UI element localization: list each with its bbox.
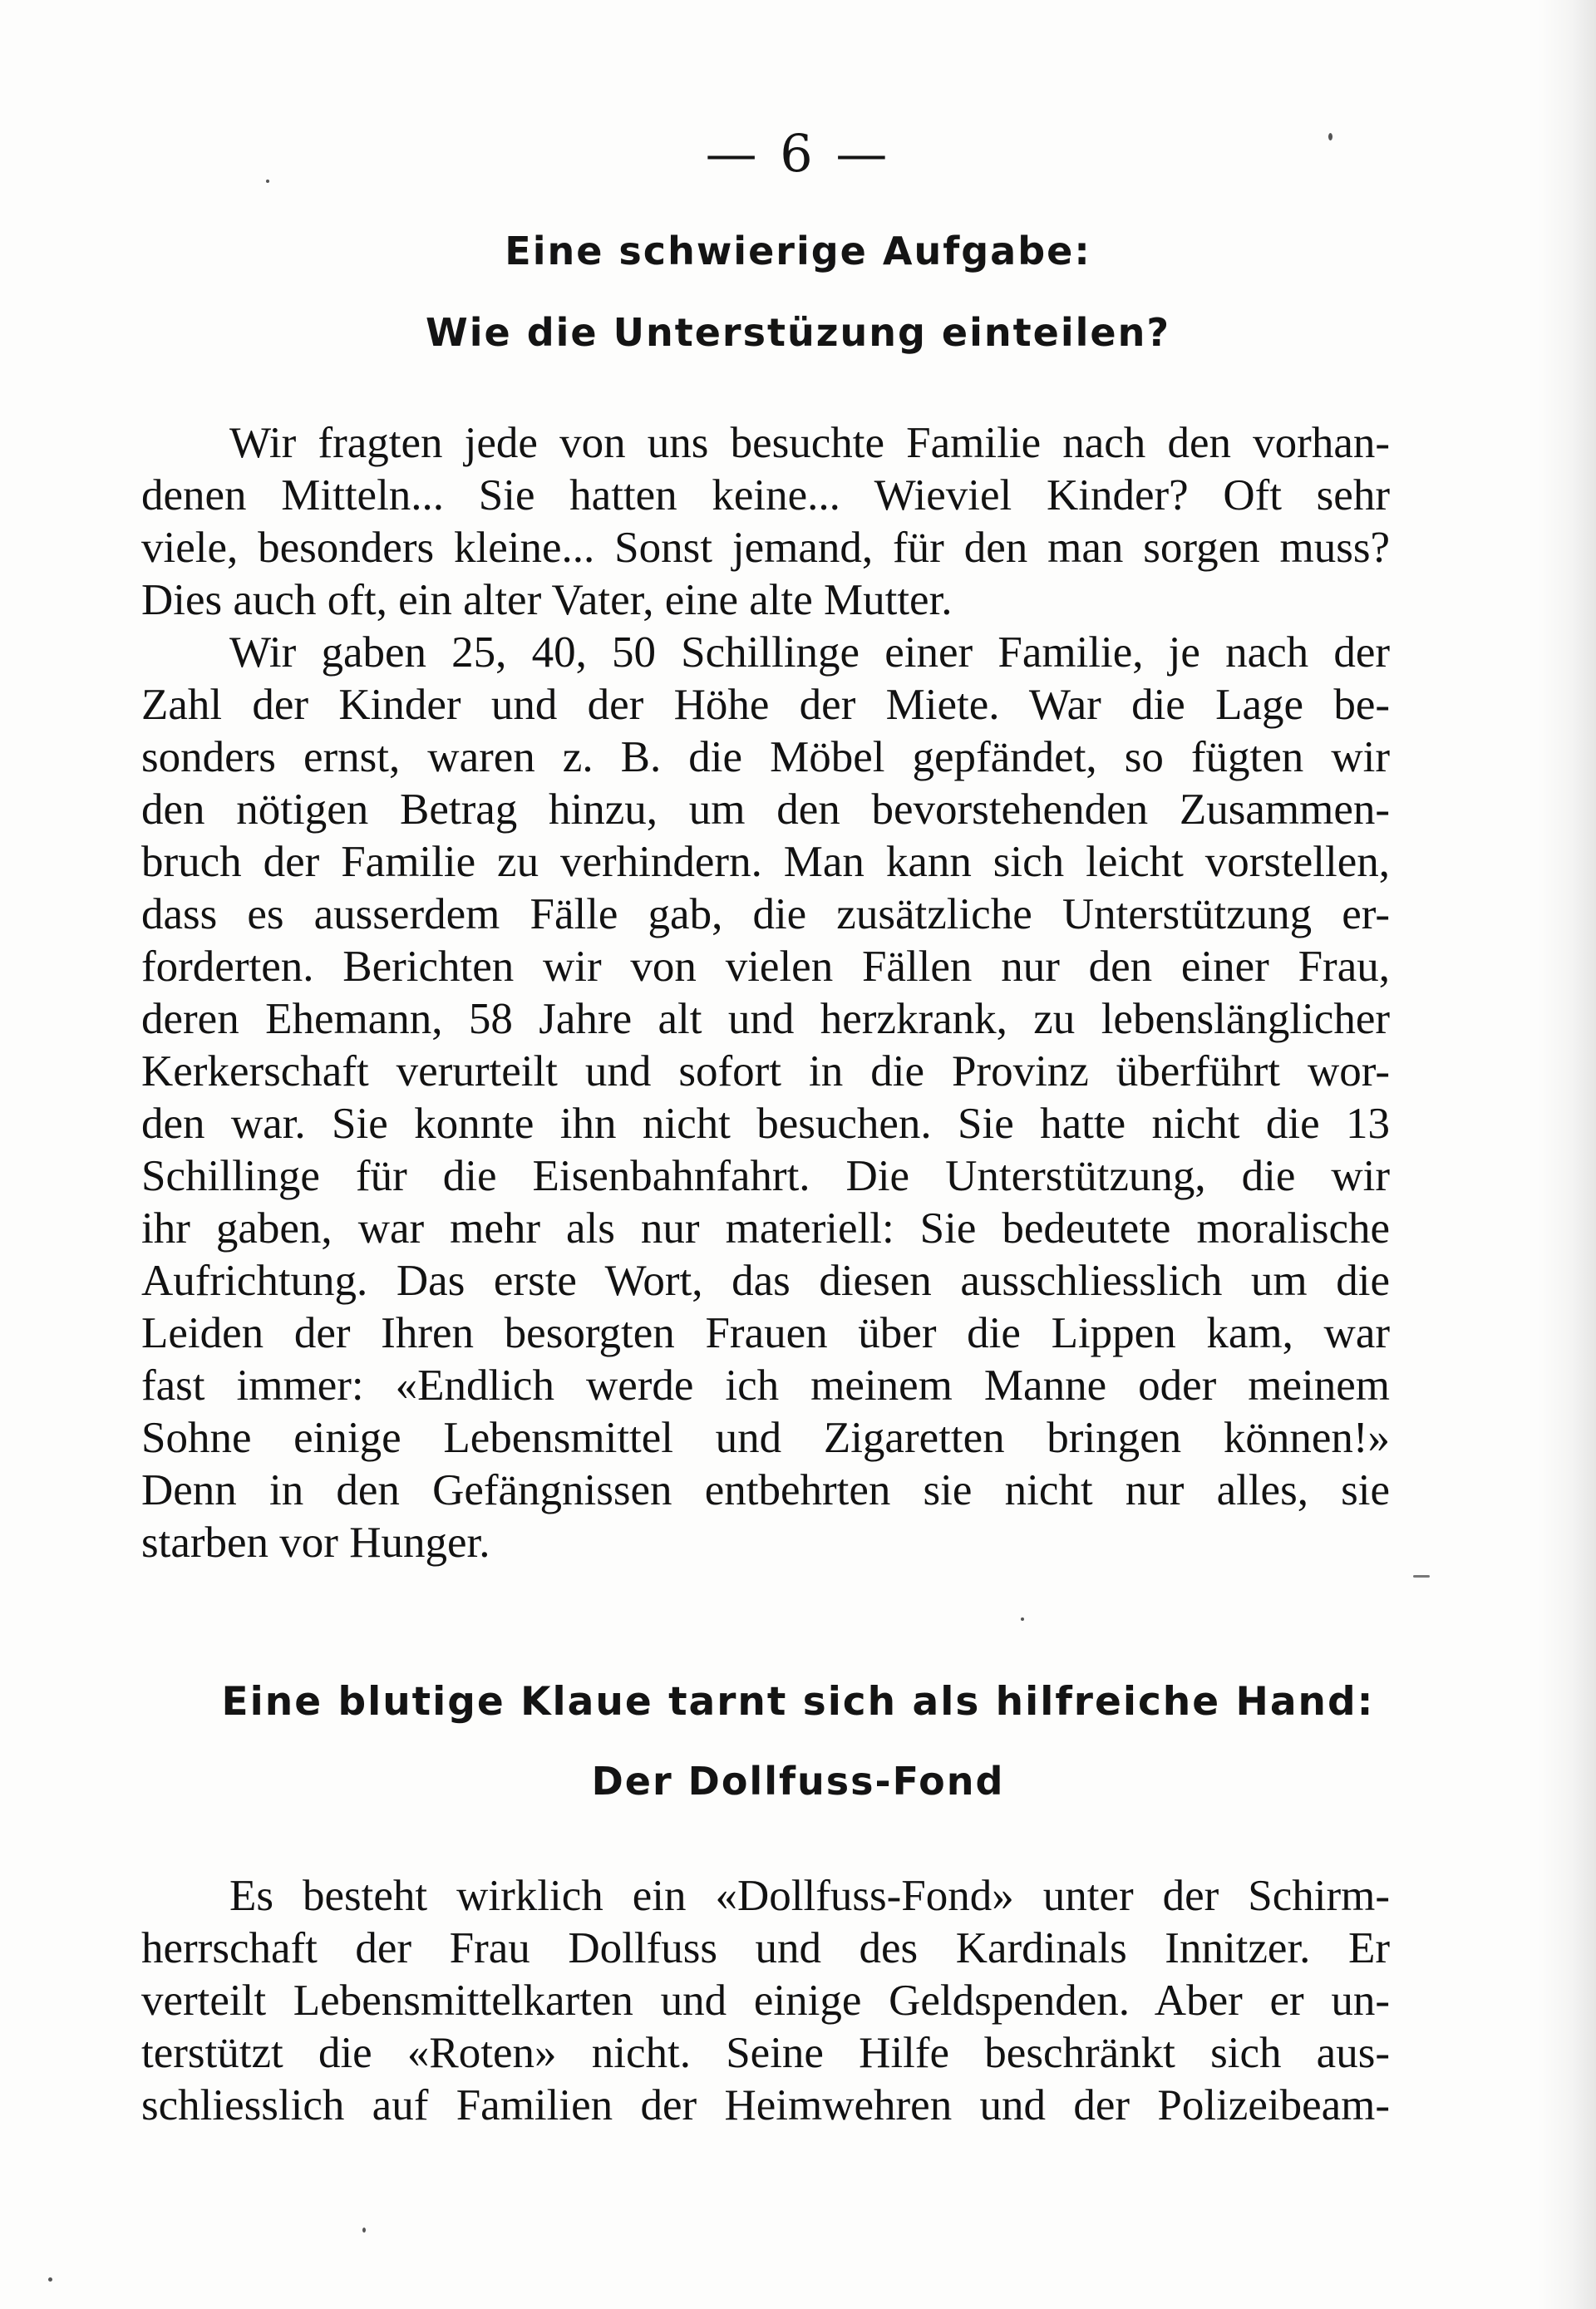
text-line: Dies auch oft, ein alter Vater, eine alte Mutter. [141, 576, 953, 624]
text-line: Wir fragten jede von uns besuchte Familie nach den vorhan- [229, 419, 1390, 467]
text-line: schliesslich auf Familien der Heimwehren und der Polizeibeam- [141, 2081, 1390, 2129]
text-line: viele, besonders kleine... Sonst jemand, für den man sorgen muss? [141, 524, 1390, 572]
print-speck [48, 2277, 52, 2282]
print-speck [1328, 133, 1332, 140]
text-line: verteilt Lebensmittelkarten und einige Geldspenden. Aber er un- [141, 1977, 1390, 2025]
text-line: Leiden der Ihren besorgten Frauen über die Lippen kam, war [141, 1309, 1390, 1357]
section-subheading: Wie die Unterstüzung einteilen? [426, 310, 1170, 355]
text-line: herrschaft der Frau Dollfuss und des Kardinals Innitzer. Er [141, 1924, 1390, 1972]
print-speck [1413, 1575, 1430, 1578]
text-line: Denn in den Gefängnissen entbehrten sie nicht nur alles, sie [141, 1466, 1390, 1514]
text-line: dass es ausserdem Fälle gab, die zusätzliche Unterstützung er- [141, 890, 1390, 938]
text-line: den nötigen Betrag hinzu, um den bevorstehenden Zusammen- [141, 785, 1390, 834]
text-line: den war. Sie konnte ihn nicht besuchen. Sie hatte nicht die 13 [141, 1100, 1390, 1148]
text-line: Aufrichtung. Das erste Wort, das diesen ausschliesslich um die [141, 1257, 1390, 1305]
text-line: forderten. Berichten wir von vielen Fällen nur den einer Frau, [141, 943, 1390, 991]
text-line: Es besteht wirklich ein «Dollfuss-Fond» unter der Schirm- [229, 1872, 1390, 1920]
print-speck [362, 2228, 366, 2233]
text-line: starben vor Hunger. [141, 1519, 490, 1567]
section-heading: Eine schwierige Aufgabe: [505, 229, 1091, 273]
text-line: deren Ehemann, 58 Jahre alt und herzkrank, zu lebenslänglicher [141, 995, 1390, 1043]
text-line: Schillinge für die Eisenbahnfahrt. Die Unterstützung, die wir [141, 1152, 1390, 1200]
print-speck [266, 180, 269, 183]
text-line: fast immer: «Endlich werde ich meinem Manne oder meinem [141, 1361, 1390, 1410]
text-line: Zahl der Kinder und der Höhe der Miete. War die Lage be- [141, 681, 1390, 729]
text-line: Kerkerschaft verurteilt und sofort in die Provinz überführt wor- [141, 1047, 1390, 1095]
section-body [141, 1870, 1390, 2132]
text-line: bruch der Familie zu verhindern. Man kann sich leicht vorstellen, [141, 838, 1390, 886]
text-line: sonders ernst, waren z. B. die Möbel gepfändet, so fügten wir [141, 733, 1390, 781]
page-number: — 6 — [705, 123, 891, 184]
print-speck [1021, 1617, 1024, 1621]
text-line: Wir gaben 25, 40, 50 Schillinge einer Familie, je nach der [229, 628, 1390, 677]
text-line: denen Mitteln... Sie hatten keine... Wieviel Kinder? Oft sehr [141, 471, 1390, 519]
section-subheading: Der Dollfuss-Fond [591, 1759, 1005, 1804]
section-heading: Eine blutige Klaue tarnt sich als hilfreiche Hand: [221, 1679, 1375, 1725]
section-body [141, 417, 1390, 1569]
text-line: Sohne einige Lebensmittel und Zigaretten bringen können!» [141, 1414, 1390, 1462]
text-line: ihr gaben, war mehr als nur materiell: Sie bedeutete moralische [141, 1204, 1390, 1253]
text-line: terstützt die «Roten» nicht. Seine Hilfe beschränkt sich aus- [141, 2029, 1390, 2077]
